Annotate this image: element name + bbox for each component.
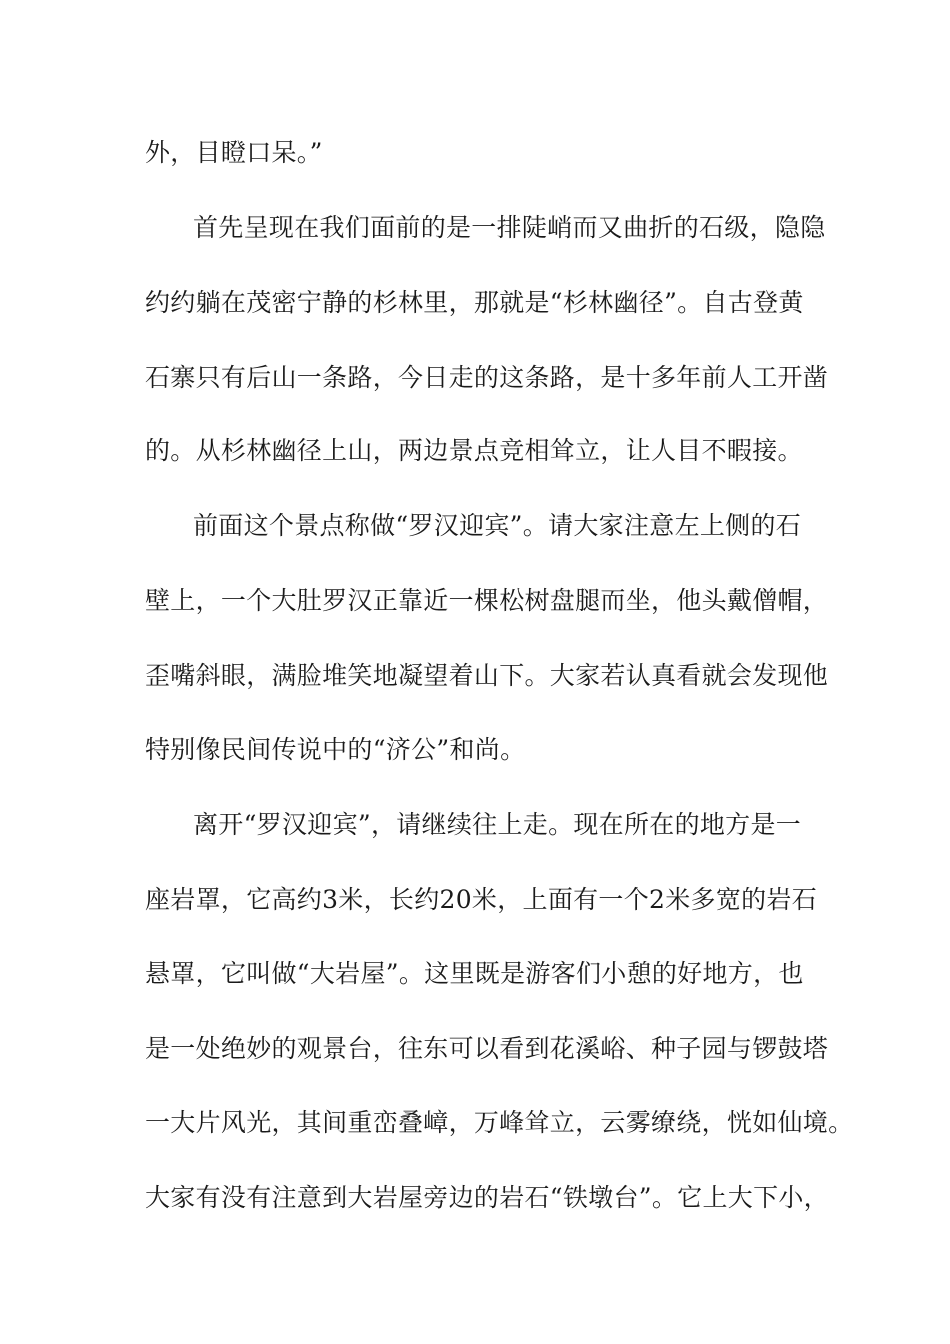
text-line: 离开“罗汉迎宾”，请继续往上走。现在所在的地方是一: [193, 810, 802, 839]
text-line: 歪嘴斜眼，满脸堆笑地凝望着山下。大家若认真看就会发现他: [145, 661, 829, 690]
text-line: 大家有没有注意到大岩屋旁边的岩石“铁墩台”。它上大下小，: [145, 1183, 829, 1212]
text-line: 首先呈现在我们面前的是一排陡峭而又曲折的石级，隐隐: [193, 213, 826, 242]
text-line: 一大片风光，其间重峦叠嶂，万峰耸立，云雾缭绕，恍如仙境。: [145, 1108, 854, 1137]
text-line: 外，目瞪口呆。”: [145, 138, 323, 167]
text-line: 约约躺在茂密宁静的杉林里，那就是“杉林幽径”。自古登黄: [145, 288, 804, 317]
text-line: 前面这个景点称做“罗汉迎宾”。请大家注意左上侧的石: [193, 511, 802, 540]
text-line: 悬罩，它叫做“大岩屋”。这里既是游客们小憩的好地方，也: [145, 959, 804, 988]
text-line: 特别像民间传说中的“济公”和尚。: [145, 735, 526, 764]
text-line: 的。从杉林幽径上山，两边景点竞相耸立，让人目不暇接。: [145, 436, 803, 465]
text-line: 座岩罩，它高约3米，长约20米，上面有一个2米多宽的岩石: [145, 885, 818, 914]
text-line: 壁上，一个大肚罗汉正靠近一棵松树盘腿而坐，他头戴僧帽，: [145, 586, 829, 615]
text-line: 是一处绝妙的观景台，往东可以看到花溪峪、种子园与锣鼓塔: [145, 1034, 829, 1063]
text-line: 石寨只有后山一条路，今日走的这条路，是十多年前人工开凿: [145, 363, 829, 392]
